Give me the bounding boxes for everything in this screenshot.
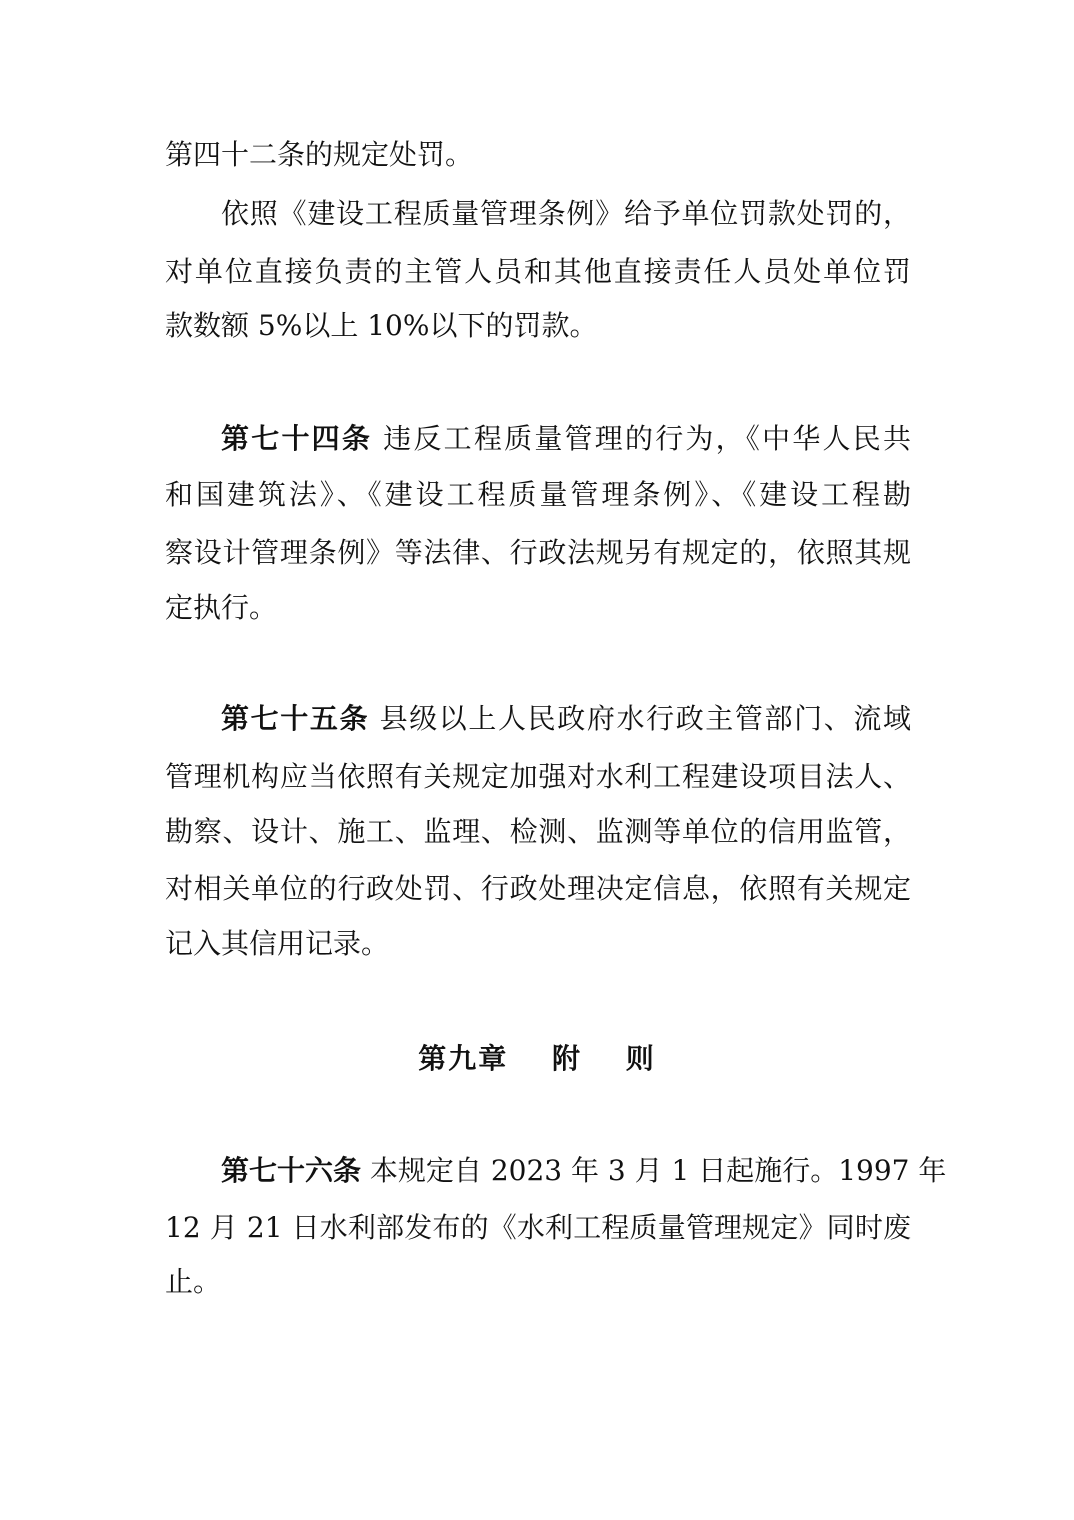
article-75-label: 第七十五条	[221, 702, 370, 735]
paragraph-line: 12 月 21 日水利部发布的《水利工程质量管理规定》同时废	[165, 1211, 911, 1244]
paragraph-line: 记入其信用记录。	[165, 927, 390, 960]
article-76-first-line	[221, 1148, 947, 1194]
article-76-label: 第七十六条	[221, 1154, 362, 1187]
chapter-title-char: 则	[625, 1042, 656, 1075]
chapter-heading	[0, 1036, 1074, 1082]
article-75-text: 县级以上人民政府水行政主管部门、流域	[379, 702, 911, 735]
paragraph-line: 察设计管理条例》等法律、行政法规另有规定的，依照其规	[165, 536, 911, 569]
paragraph-line: 止。	[165, 1265, 222, 1298]
paragraph-line: 款数额 5%以上 10%以下的罚款。	[165, 309, 598, 342]
paragraph-line: 第四十二条的规定处罚。	[165, 138, 474, 171]
paragraph-line: 对相关单位的行政处罚、行政处理决定信息，依照有关规定	[165, 872, 911, 905]
article-74-label: 第七十四条	[221, 422, 373, 455]
paragraph-line: 对单位直接负责的主管人员和其他直接责任人员处单位罚	[165, 255, 911, 288]
article-74-first-line	[221, 416, 911, 462]
article-76-text: 本规定自 2023 年 3 月 1 日起施行。1997 年	[369, 1154, 947, 1187]
paragraph-line: 勘察、设计、施工、监理、检测、监测等单位的信用监管，	[165, 815, 911, 848]
article-75-first-line	[221, 696, 911, 742]
chapter-title-char: 附	[551, 1042, 582, 1075]
paragraph-line: 管理机构应当依照有关规定加强对水利工程建设项目法人、	[165, 760, 911, 793]
paragraph-line: 定执行。	[165, 591, 278, 624]
chapter-number: 第九章	[418, 1042, 509, 1075]
paragraph-line: 和国建筑法》、《建设工程质量管理条例》、《建设工程勘	[165, 478, 911, 511]
article-74-text: 违反工程质量管理的行为，《中华人民共	[383, 422, 911, 455]
paragraph-line: 依照《建设工程质量管理条例》给予单位罚款处罚的，	[221, 197, 911, 230]
